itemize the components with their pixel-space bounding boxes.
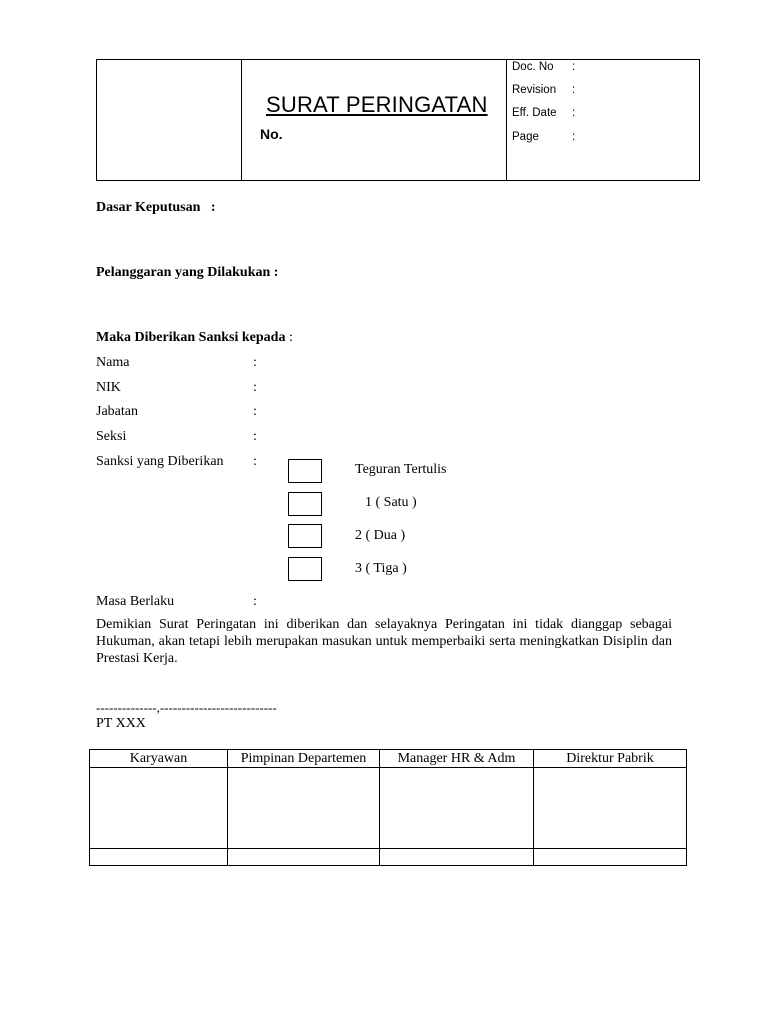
sanksi-heading-colon: : [289, 330, 293, 345]
masa-berlaku-label: Masa Berlaku [96, 594, 175, 609]
field-nik-label: NIK [96, 380, 121, 395]
meta-revision-label: Revision [512, 84, 557, 96]
sanksi-heading: Maka Diberikan Sanksi kepada [96, 330, 286, 345]
header-divider-right [506, 60, 507, 180]
signature-box-pimpinan[interactable] [228, 768, 380, 849]
signature-name-karyawan[interactable] [90, 849, 228, 866]
statement-paragraph: Demikian Surat Peringatan ini diberikan dan selayaknya Peringatan ini tidak dianggap sebagai Hukuman, akan tetapi lebih merupakan masukan untuk memperbaiki serta meningkatkan Disiplin dan Prestasi Kerja. [96, 617, 672, 666]
signature-name-row [90, 849, 687, 866]
checkbox-satu[interactable] [288, 492, 322, 516]
signature-header-row [90, 750, 687, 768]
document-number-label: No. [260, 126, 283, 142]
signature-box-direktur[interactable] [534, 768, 687, 849]
field-seksi-sep: : [253, 429, 257, 444]
company-name: PT XXX [96, 716, 146, 731]
checkbox-dua[interactable] [288, 524, 322, 548]
masa-berlaku-sep: : [253, 594, 257, 609]
field-jabatan-sep: : [253, 404, 257, 419]
option-teguran-tertulis: Teguran Tertulis [355, 462, 447, 477]
option-dua: 2 ( Dua ) [355, 528, 406, 543]
dasar-keputusan-label: Dasar Keputusan : [96, 200, 216, 215]
field-nama-label: Nama [96, 355, 130, 370]
meta-revision-sep: : [572, 84, 576, 96]
field-nik-sep: : [253, 380, 257, 395]
signature-header-pimpinan: Pimpinan Departemen [228, 750, 380, 768]
meta-eff-date-sep: : [572, 107, 576, 119]
meta-eff-date-label: Eff. Date [512, 107, 557, 119]
document-header-box [96, 59, 700, 181]
checkbox-teguran-tertulis[interactable] [288, 459, 322, 483]
pelanggaran-label: Pelanggaran yang Dilakukan : [96, 265, 279, 280]
field-jabatan-label: Jabatan [96, 404, 138, 419]
signature-name-pimpinan[interactable] [228, 849, 380, 866]
signature-table [89, 749, 687, 866]
document-title: SURAT PERINGATAN [266, 92, 488, 117]
option-satu: 1 ( Satu ) [365, 495, 417, 510]
checkbox-tiga[interactable] [288, 557, 322, 581]
place-date-line: --------------,--------------------------- [96, 700, 277, 715]
signature-name-manager[interactable] [380, 849, 534, 866]
meta-doc-no-label: Doc. No [512, 61, 554, 73]
signature-header-karyawan: Karyawan [90, 750, 228, 768]
header-divider-left [241, 60, 242, 180]
meta-page-sep: : [572, 131, 576, 143]
field-nama-sep: : [253, 355, 257, 370]
signature-box-karyawan[interactable] [90, 768, 228, 849]
meta-page-label: Page [512, 131, 539, 143]
signature-name-direktur[interactable] [534, 849, 687, 866]
signature-header-manager: Manager HR & Adm [380, 750, 534, 768]
meta-doc-no-sep: : [572, 61, 576, 73]
signature-box-manager[interactable] [380, 768, 534, 849]
field-sanksi-sep: : [253, 454, 257, 469]
option-tiga: 3 ( Tiga ) [355, 561, 407, 576]
signature-header-direktur: Direktur Pabrik [534, 750, 687, 768]
field-sanksi-label: Sanksi yang Diberikan [96, 454, 224, 469]
signature-space-row [90, 768, 687, 849]
field-seksi-label: Seksi [96, 429, 127, 444]
